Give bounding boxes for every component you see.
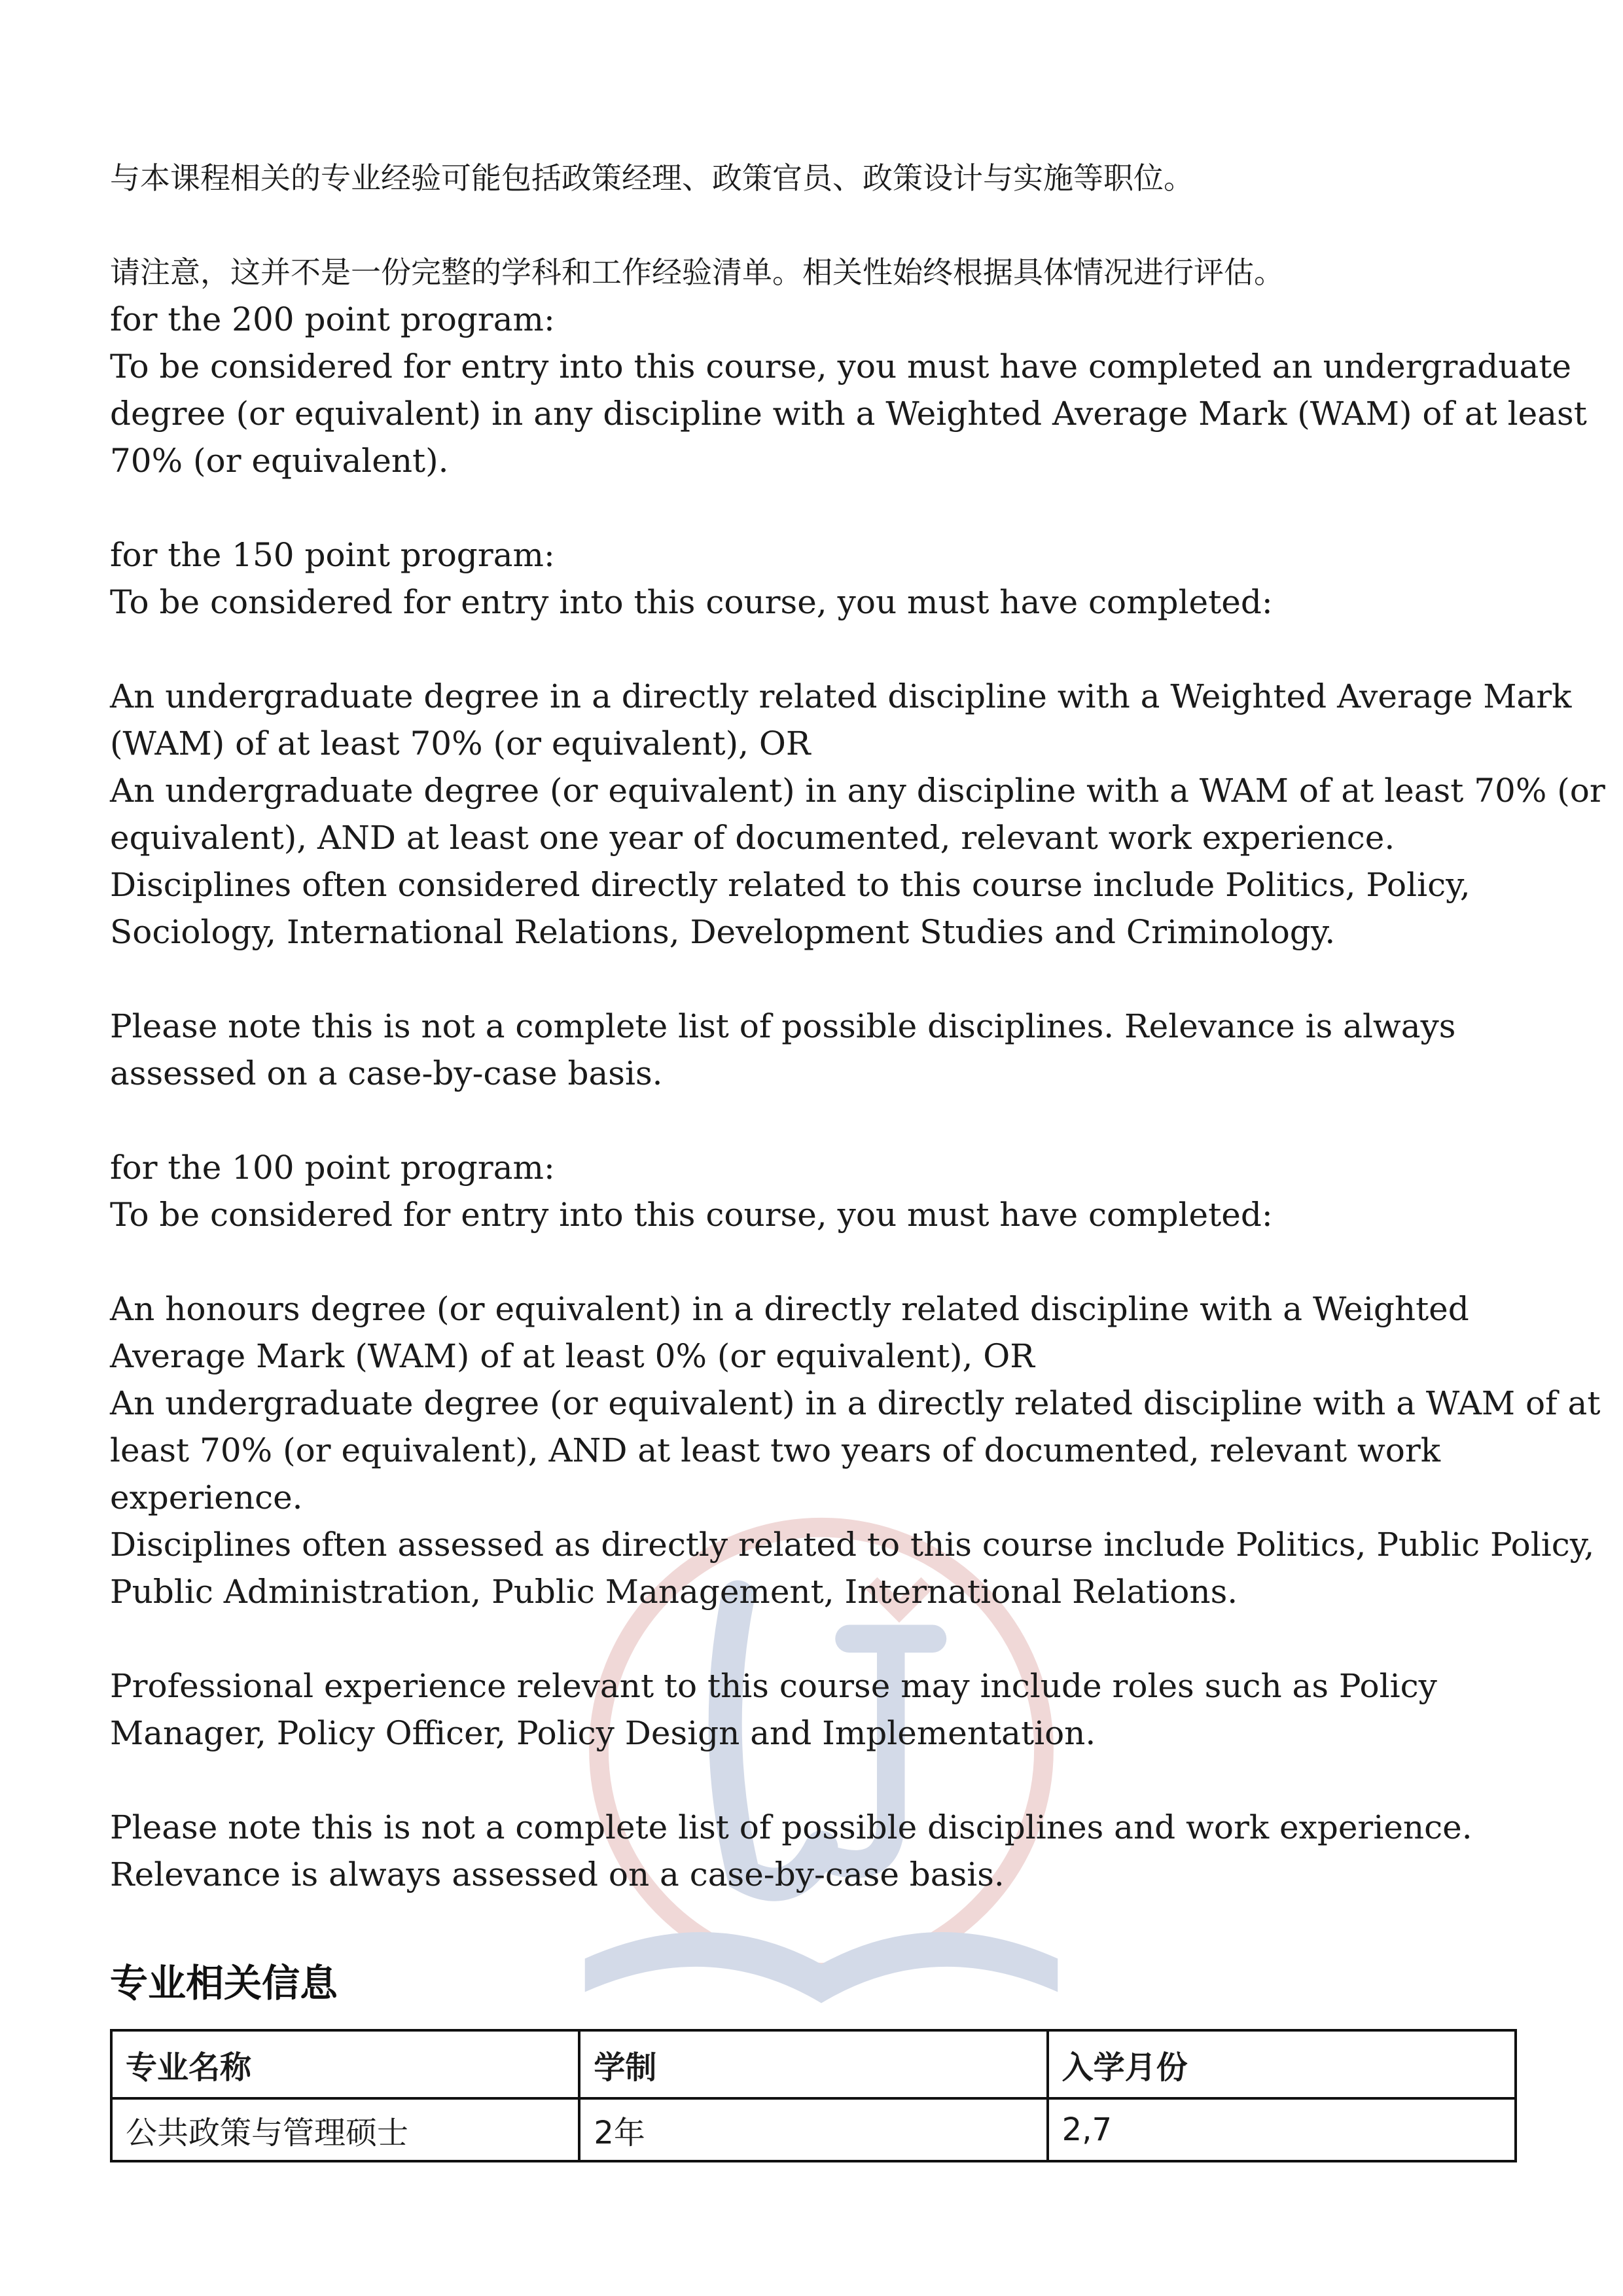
- table-row: [111, 2098, 1516, 2161]
- text-line: An undergraduate degree (or equivalent) in any discipline with a WAM of at least 70% (or: [110, 772, 1605, 810]
- text-line: least 70% (or equivalent), AND at least two years of documented, relevant work: [110, 1431, 1441, 1469]
- text-line: Professional experience relevant to this course may include roles such as Policy: [110, 1667, 1437, 1705]
- text-line: Public Administration, Public Management, International Relations.: [110, 1573, 1238, 1611]
- column-header-intake-months: 入学月份: [1048, 2030, 1516, 2098]
- text-line: (WAM) of at least 70% (or equivalent), OR: [110, 725, 811, 762]
- text-line: An honours degree (or equivalent) in a directly related discipline with a Weighted: [110, 1290, 1469, 1328]
- text-line: An undergraduate degree in a directly related discipline with a Weighted Average Mark: [110, 677, 1572, 715]
- paragraph-gap: [110, 484, 1517, 531]
- text-line: Sociology, International Relations, Development Studies and Criminology.: [110, 913, 1336, 951]
- text-line: Disciplines often considered directly related to this course include Politics, Policy,: [110, 866, 1471, 904]
- column-header-duration: 学制: [579, 2030, 1047, 2098]
- column-header-program-name: 专业名称: [111, 2030, 579, 2098]
- text-line: degree (or equivalent) in any discipline with a Weighted Average Mark (WAM) of at least: [110, 395, 1587, 433]
- section-title: 专业相关信息: [110, 1961, 338, 2005]
- text-line: Disciplines often assessed as directly related to this course include Politics, Public Policy,: [110, 1526, 1595, 1564]
- text-line: To be considered for entry into this course, you must have completed:: [110, 1196, 1273, 1234]
- text-line: Average Mark (WAM) of at least 0% (or equivalent), OR: [110, 1337, 1035, 1375]
- table-header-row: [111, 2030, 1516, 2098]
- text-line: Relevance is always assessed on a case-by-case basis.: [110, 1856, 1005, 1893]
- text-line: To be considered for entry into this course, you must have completed an undergraduate: [110, 348, 1571, 386]
- paragraph-gap: [110, 956, 1517, 1003]
- paragraph-gap: [110, 626, 1517, 673]
- text-line: for the 100 point program:: [110, 1149, 555, 1187]
- text-line: 请注意，这并不是一份完整的学科和工作经验清单。相关性始终根据具体情况进行评估。: [110, 255, 1284, 290]
- text-line: An undergraduate degree (or equivalent) in a directly related discipline with a WAM of at: [110, 1384, 1601, 1422]
- cell-intake-months: 2,7: [1048, 2098, 1516, 2161]
- text-line: Manager, Policy Officer, Policy Design and Implementation.: [110, 1714, 1096, 1752]
- cell-program-name: 公共政策与管理硕士: [111, 2098, 579, 2161]
- text-line: Please note this is not a complete list of possible disciplines. Relevance is always: [110, 1007, 1456, 1045]
- text-line: 与本课程相关的专业经验可能包括政策经理、政策官员、政策设计与实施等职位。: [110, 160, 1194, 196]
- program-info-table: [110, 2029, 1517, 2162]
- text-line: assessed on a case-by-case basis.: [110, 1054, 663, 1092]
- text-line: Please note this is not a complete list of possible disciplines and work experience.: [110, 1808, 1472, 1846]
- document-body: [110, 154, 1605, 1898]
- paragraph-gap: [110, 202, 1517, 249]
- text-line: equivalent), AND at least one year of documented, relevant work experience.: [110, 819, 1395, 857]
- cell-duration: 2年: [579, 2098, 1047, 2161]
- paragraph-gap: [110, 1097, 1517, 1144]
- paragraph-gap: [110, 1757, 1517, 1804]
- text-line: for the 150 point program:: [110, 536, 555, 574]
- text-line: To be considered for entry into this course, you must have completed:: [110, 583, 1273, 621]
- text-line: experience.: [110, 1479, 303, 1516]
- text-line: 70% (or equivalent).: [110, 442, 449, 480]
- paragraph-gap: [110, 1615, 1517, 1662]
- text-line: for the 200 point program:: [110, 300, 555, 338]
- paragraph-gap: [110, 1238, 1517, 1285]
